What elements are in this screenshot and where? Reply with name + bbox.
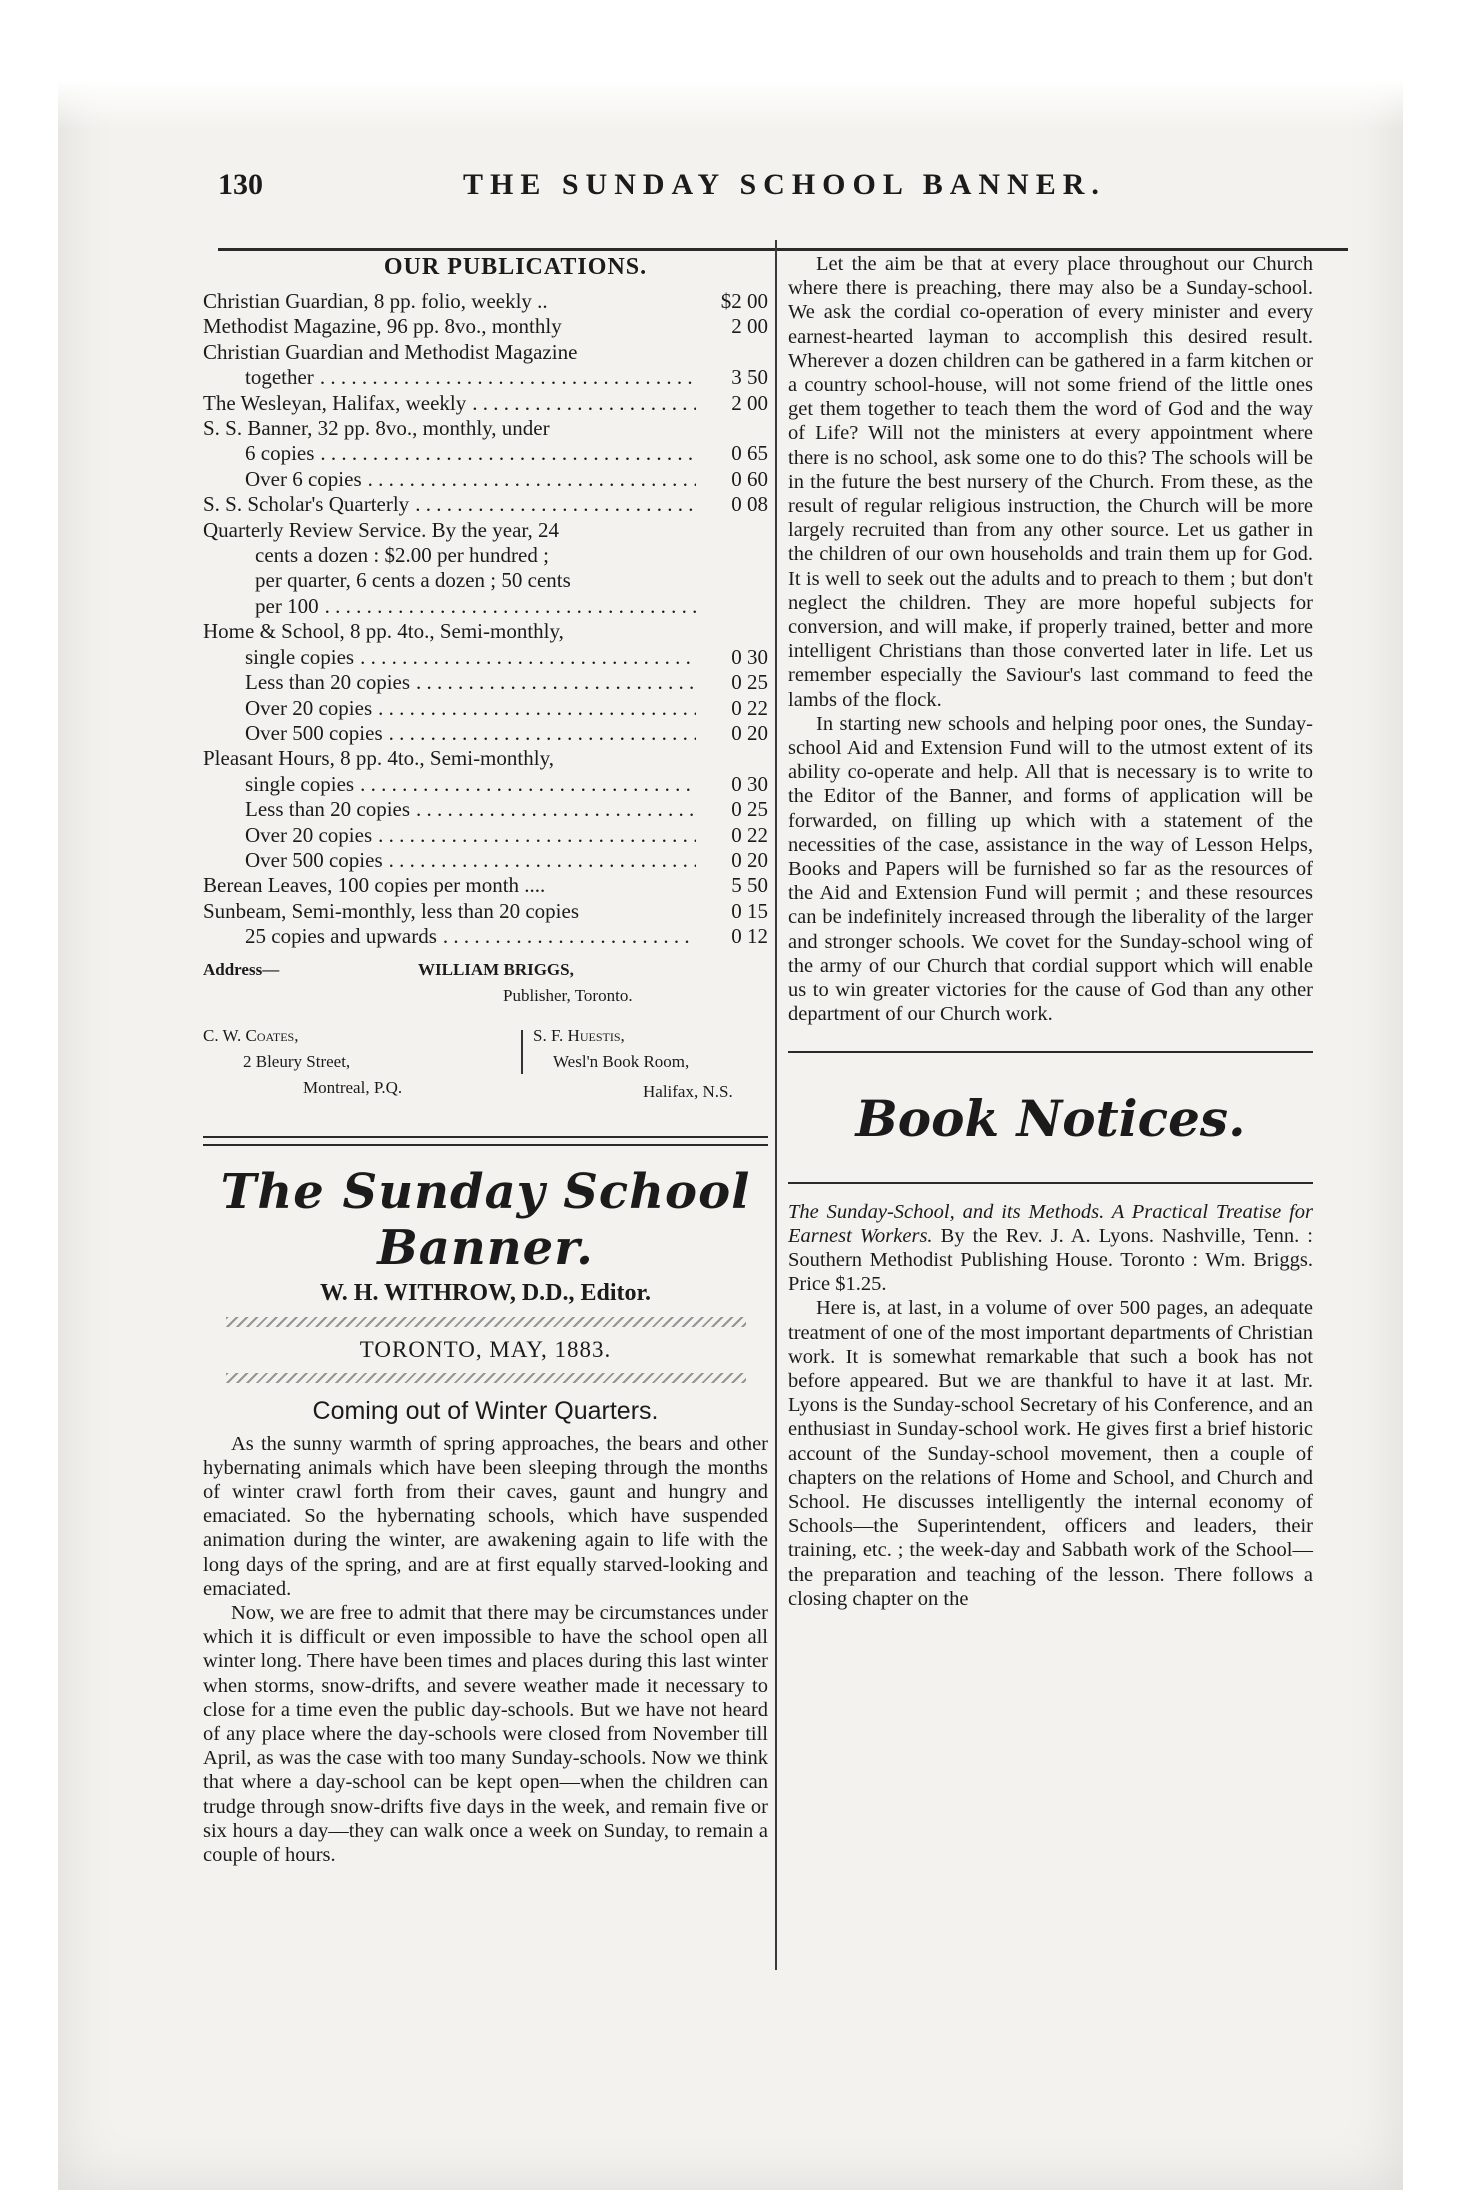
publication-description: single copies . . . [245,645,696,670]
publication-row [203,899,768,924]
publication-price [696,594,768,619]
left-column [203,250,768,1867]
book-notices-title: Book Notices. [855,1088,1246,1148]
publications-list [203,289,768,950]
masthead-title: The Sunday School Banner. [220,1163,751,1276]
publication-price [696,746,768,771]
publication-description: Christian Guardian, 8 pp. folio, weekly .. [203,289,548,313]
publication-description: Quarterly Review Service. By the year, 24 [203,517,560,542]
publication-row [203,391,768,416]
publication-price: 2 00 [696,391,768,416]
publication-description: Home & School, 8 pp. 4to., Semi-monthly, [203,619,564,644]
publication-price: 0 20 [696,721,768,746]
publication-price: 2 00 [696,314,768,339]
publication-price: 0 08 [696,492,768,517]
publication-description: Over 20 copies . . . [245,696,696,721]
publication-price: $2 00 [696,289,768,314]
right-column [788,252,1313,1611]
halifax-agent: S. F. Huestis, [533,1025,625,1045]
publication-description: single copies . . . [245,772,696,797]
publication-row [203,314,768,339]
section-double-rule [203,1136,768,1146]
halifax-place: Wesl'n Book Room, [553,1051,690,1071]
address-label: Address— [203,959,280,979]
publication-description: S. S. Banner, 32 pp. 8vo., monthly, under [203,416,550,441]
page-number: 130 [218,168,263,201]
montreal-agent: C. W. Coates, [203,1025,299,1045]
halifax-city: Halifax, N.S. [643,1081,733,1101]
publication-price: 0 15 [696,899,768,924]
page-header [218,168,1343,212]
publication-price: 0 22 [696,696,768,721]
editor-line: W. H. WITHROW, D.D., Editor. [320,1279,651,1306]
article-paragraph: As the sunny warmth of spring approaches, the bears and other hybernating animals which have been sleeping through the months of winter crawl forth from their caves, gaunt and hungry and emaciated. So the hybernating schools, which have suspended animation during the winter, are awakening again to life with the long days of the spring, and are at first equally starved-looking and emaciated. [203,1432,768,1600]
publication-row [203,670,768,695]
review-heading [788,1200,1313,1297]
publication-description: together . . . [245,365,696,390]
publication-price: 0 30 [696,772,768,797]
publication-price: 3 50 [696,365,768,390]
publication-description: Less than 20 copies . . . [245,670,696,695]
publication-description: S. S. Scholar's Quarterly . . . [203,492,696,517]
publication-price: 0 65 [696,441,768,466]
review-byline: By the Rev. J. A. Lyons. Nashville, Tenn. : Southern Methodist Publishing House. Toronto : Wm. Briggs. Price $1.25. [788,1224,1314,1296]
publication-description: per 100 . . . [255,594,696,619]
section-rule [788,1051,1313,1053]
publication-row [203,467,768,492]
publication-description: Over 500 copies . . . [245,848,696,873]
publication-description: per quarter, 6 cents a dozen ; 50 cents [255,568,571,593]
publication-price [696,619,768,644]
editorial-paragraph: In starting new schools and helping poor ones, the Sunday-school Aid and Extension Fund will to the utmost extent of its ability co-operate and help. All that is necessary is to write to the Editor of the Banner, and forms of application will be forwarded, on filling up which with a statement of the necessities of the case, assistance in the way of Lesson Helps, Books and Papers will be furnished so far as the resources of the Aid and Extension Fund will permit ; and these resources can be indefinitely increased through the liberality of the larger and stronger schools. We covet for the Sunday-school wing of the army of our Church that cordial support which will enable us to win greater victories for the cause of God than any other department of our Church work. [788,712,1313,1026]
publication-description: Less than 20 copies . . . [245,797,696,822]
publication-row [203,873,768,898]
publication-row [203,340,768,365]
publication-description: Berean Leaves, 100 copies per month .... [203,873,546,898]
publication-price: 0 25 [696,797,768,822]
wavy-divider [226,1317,746,1327]
torn-edge [58,20,1403,130]
publication-row [203,568,768,593]
running-title: THE SUNDAY SCHOOL BANNER. [463,168,1106,201]
publication-description: Over 20 copies . . . [245,823,696,848]
publication-row [203,696,768,721]
publication-description: The Wesleyan, Halifax, weekly . . . [203,391,696,416]
publication-price: 5 50 [696,873,768,898]
publication-price [696,568,768,593]
publication-row [203,518,768,543]
montreal-street: 2 Bleury Street, [243,1051,351,1071]
publisher-title: Publisher, Toronto. [503,985,633,1005]
publication-row [203,492,768,517]
publication-description: 6 copies . . . [245,441,696,466]
column-rule [775,240,777,1970]
publication-row [203,441,768,466]
editorial-paragraph: Let the aim be that at every place throughout our Church where there is preaching, there may also be a Sunday-school. We ask the cordial co-operation of every minister and every earnest-hearted layman to accomplish this desired result. Wherever a dozen children can be gathered in a farm kitchen or a country school-house, will not some friend of the little ones get them together to teach them the word of God and the way of Life? Will not the ministers at every appointment where there is no school, ask some one to do this? The schools will be in the future the best nursery of the Church. From these, as the result of regular religious instruction, the Church will be more largely recruited than from any other source. Let us gather in the children of our own households and train them up for God. It is well to seek out the adults and to preach to them ; but don't neglect the children. They are more hopeful subjects for conversion, and will make, if properly trained, better and more intelligent Christians than those converted later in life. Let us remember especially the Saviour's last command to feed the lambs of the flock. [788,253,1313,711]
publication-description: cents a dozen : $2.00 per hundred ; [255,543,549,568]
section-rule [788,1182,1313,1184]
dateline: TORONTO, MAY, 1883. [359,1336,612,1362]
publication-price [696,543,768,568]
publication-price [696,518,768,543]
publication-row [203,924,768,949]
publication-row [203,721,768,746]
wavy-divider [226,1373,746,1383]
publication-row [203,797,768,822]
publication-row [203,365,768,390]
publication-description: Sunbeam, Semi-monthly, less than 20 copies [203,898,580,923]
publication-description: Pleasant Hours, 8 pp. 4to., Semi-monthly, [203,746,554,771]
publication-row [203,416,768,441]
address-divider [521,1030,523,1074]
publication-price [696,416,768,441]
publication-row [203,289,768,314]
publication-row [203,594,768,619]
article-paragraph: Now, we are free to admit that there may be circumstances under which it is difficult or even impossible to have the school open all winter long. There have been times and places during this last winter when storms, snow-drifts, and severe weather made it necessary to close for a time even the public day-schools. But we have not heard of any place where the day-schools were closed from November till April, as was the case with too many Sunday-schools. Now we think that where a day-school can be kept open—when the children can trudge through snow-drifts five days in the week, and remain five or six hours a day—they can walk once a week on Sunday, to remain a couple of hours. [203,1601,768,1867]
address-block [203,960,768,1130]
article-title: Coming out of Winter Quarters. [312,1396,659,1425]
publication-price: 0 20 [696,848,768,873]
publication-price [696,340,768,365]
publication-row [203,848,768,873]
publication-row [203,823,768,848]
review-book-title: The Sunday-School, and its Methods. A Practical Treatise for Earnest Workers. [788,1200,1313,1247]
publication-price: 0 60 [696,467,768,492]
publication-description: 25 copies and upwards . . . [245,924,696,949]
scanned-page [58,20,1403,2190]
publication-price: 0 30 [696,645,768,670]
publication-row [203,619,768,644]
publications-title: OUR PUBLICATIONS. [383,254,648,280]
publication-row [203,645,768,670]
publication-description: Over 6 copies . . . [245,467,696,492]
publication-row [203,772,768,797]
publication-description: Methodist Magazine, 96 pp. 8vo., monthly [203,314,562,339]
review-paragraph: Here is, at last, in a volume of over 500 pages, an adequate treatment of one of the most important departments of Christian work. It is somewhat remarkable that such a book has not before appeared. But we are thankful to have it at last. Mr. Lyons is the Sunday-school Secretary of his Conference, and an enthusiast in Sunday-school work. He gives first a brief historic account of the Sunday-school movement, then a couple of chapters on the relations of Home and School, and Church and School. He discusses intelligently the internal economy of Schools—the Superintendent, officers and leaders, their training, etc. ; the week-day and Sabbath work of the School—the preparation and teaching of the lesson. There follows a closing chapter on the [788,1297,1313,1610]
publication-price: 0 12 [696,924,768,949]
publication-price: 0 22 [696,823,768,848]
publication-price: 0 25 [696,670,768,695]
publisher-name: WILLIAM BRIGGS, [418,959,574,979]
publication-description: Christian Guardian and Methodist Magazine [203,339,578,364]
montreal-city: Montreal, P.Q. [303,1077,403,1097]
publication-row [203,543,768,568]
publication-row [203,746,768,771]
publication-description: Over 500 copies . . . [245,721,696,746]
